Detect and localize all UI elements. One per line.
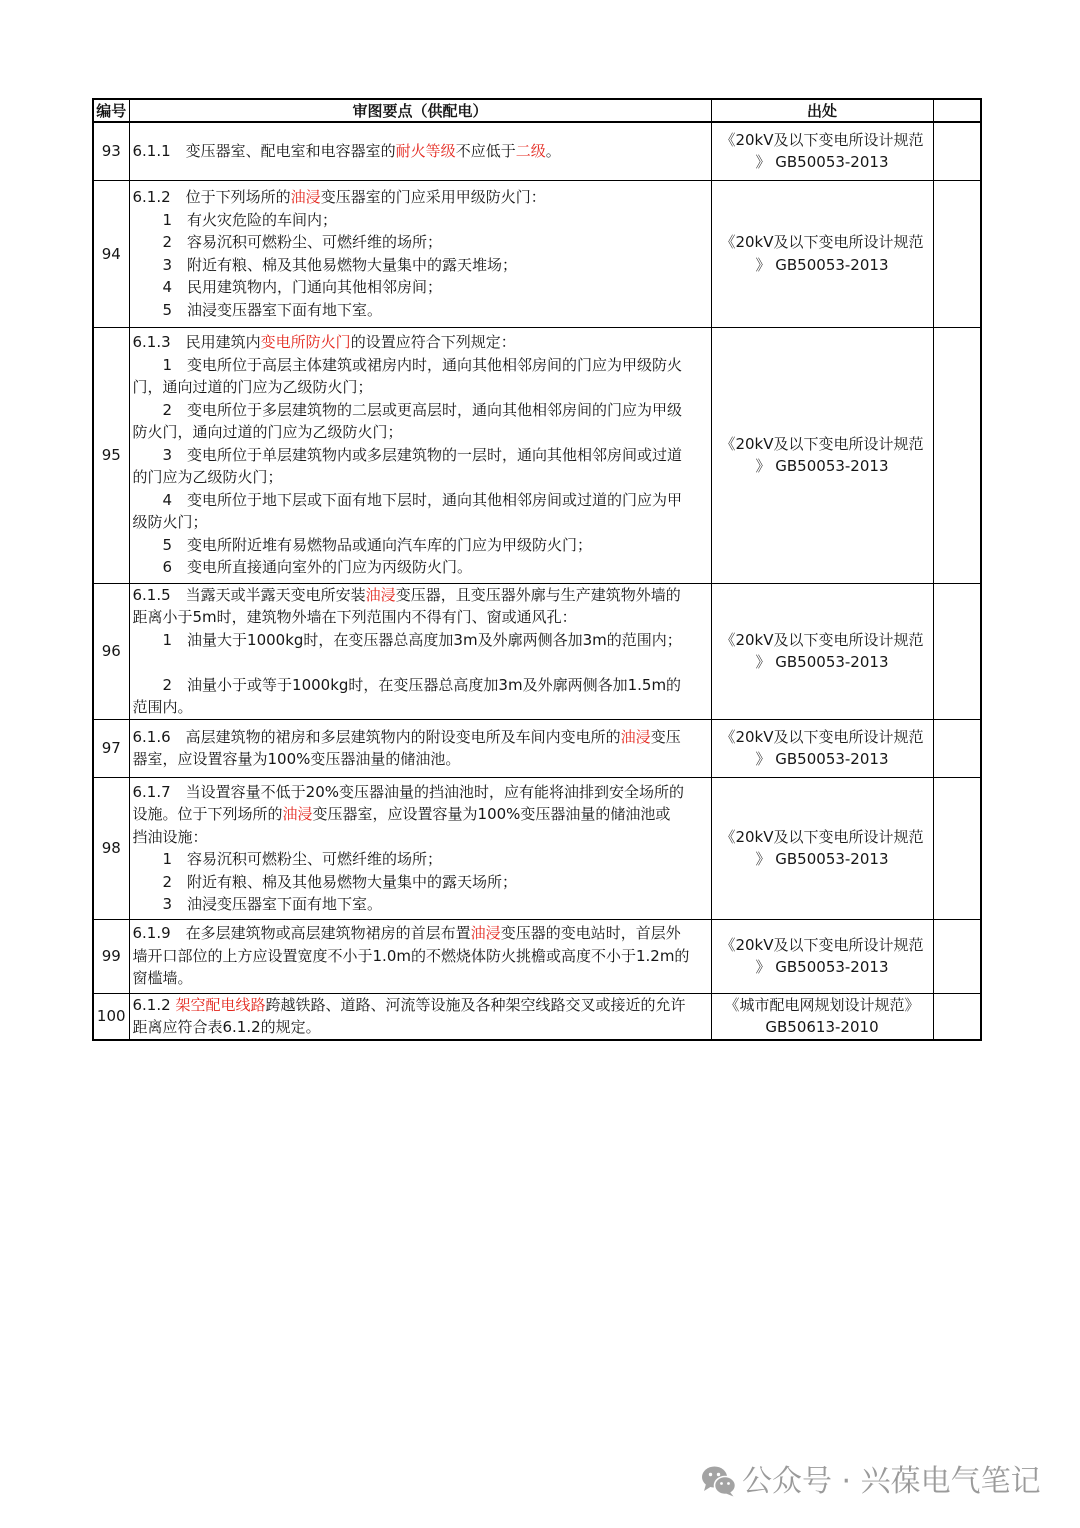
source-line: 》 GB50053-2013 [755,958,889,976]
row-number: 93 [93,122,129,180]
review-point-cell [129,180,711,327]
source-line: 》 GB50053-2013 [755,653,889,671]
review-point-line [133,354,709,377]
text-segment: 2 油量小于或等于1000kg时，在变压器总高度加3m及外廓两侧各加1.5m的 [132,675,682,694]
blank-cell [933,180,981,327]
source-cell [711,122,933,180]
text-segment: 不应低于 [455,142,516,160]
review-point-line [133,606,709,629]
review-point-line [133,209,709,232]
review-point-line [133,726,709,749]
review-point-cell [129,327,711,583]
text-segment: 1 变电所位于高层主体建筑或裙房内时，通向其他相邻房间的门应为甲级防火 [132,355,683,374]
table-body [93,122,981,1040]
source-line: 《20kV及以下变电所设计规范 [720,727,924,746]
text-segment: 6.1.2 位于下列场所的 [132,188,291,206]
review-point-line [133,629,709,652]
review-point-line [133,254,709,277]
blank-cell [933,122,981,180]
review-point-line [133,231,709,254]
source-line: 》 GB50053-2013 [755,850,889,868]
text-segment: 6.1.6 高层建筑物的裙房和多层建筑物内的附设变电所及车间内变电所的 [132,727,621,746]
text-segment: 6 变电所直接通向室外的门应为丙级防火门。 [132,558,473,577]
review-point-line [133,848,709,871]
highlight-keyword: 油浸 [282,805,313,823]
text-segment: 6.1.9 在多层建筑物或高层建筑物裙房的首层布置 [132,924,471,943]
blank-cell [933,327,981,583]
text-segment: 5 油浸变压器室下面有地下室。 [132,300,383,319]
review-point-cell [129,993,711,1040]
text-segment: 1 油量大于1000kg时，在变压器总高度加3m及外廓两侧各加3m的范围内； [132,630,682,649]
row-number: 99 [93,919,129,993]
highlight-keyword: 架空配电线路 [175,995,266,1014]
row-number: 95 [93,327,129,583]
text-segment: 挡油设施： [132,827,208,846]
text-segment: 6.1.3 民用建筑内 [132,333,261,352]
source-line: 《城市配电网规划设计规范》 [724,995,920,1014]
review-point-line [133,556,709,579]
header-number: 编号 [93,99,129,122]
text-segment: 3 附近有粮、棉及其他易燃物大量集中的露天堆场； [132,255,518,274]
text-segment: 。 [545,142,561,160]
source-line: 》 GB50053-2013 [755,750,889,768]
text-segment: 设施。位于下列场所的 [132,805,283,823]
text-segment: 变压器室，应设置容量为100%变压器油量的储油池或 [312,805,671,823]
table-row [93,327,981,583]
source-line: 》 GB50053-2013 [755,255,889,274]
highlight-keyword: 二级 [515,142,546,160]
highlight-keyword: 变电所防火门 [260,333,351,352]
review-point-line [133,140,709,163]
review-point-line [133,781,709,804]
review-point-cell [129,919,711,993]
review-point-line [133,826,709,849]
text-segment: 2 容易沉积可燃粉尘、可燃纤维的场所； [132,233,443,251]
review-point-cell [129,777,711,919]
review-point-cell [129,719,711,777]
review-point-line [133,871,709,894]
source-cell [711,180,933,327]
text-segment: 6.1.5 当露天或半露天变电所安装 [132,585,366,604]
text-segment: 距离应符合表6.1.2的规定。 [132,1018,321,1037]
review-point-line [133,444,709,467]
review-point-line [133,399,709,422]
source-line: 》 GB50053-2013 [755,457,889,475]
row-number: 98 [93,777,129,919]
text-segment: 3 油浸变压器室下面有地下室。 [132,895,383,913]
review-point-line [133,922,709,945]
row-number: 94 [93,180,129,327]
highlight-keyword: 耐火等级 [395,142,456,160]
text-segment: 1 有火灾危险的车间内； [132,210,338,229]
review-points-table [92,98,982,1041]
text-segment: 6.1.2 [132,995,176,1014]
highlight-keyword: 油浸 [620,727,651,746]
table-row [93,993,981,1040]
text-segment: 2 变电所位于多层建筑物的二层或更高层时，通向其他相邻房间的门应为甲级 [132,400,683,419]
blank-cell [933,719,981,777]
source-line: 》 GB50053-2013 [755,153,889,172]
source-line: 《20kV及以下变电所设计规范 [720,630,924,649]
table-row [93,583,981,719]
text-segment: 器室，应设置容量为100%变压器油量的储油池。 [132,750,461,768]
table-row [93,777,981,919]
text-segment: 6.1.7 当设置容量不低于20%变压器油量的挡油池时，应有能将油排到安全场所的 [132,782,685,801]
text-segment: 2 附近有粮、棉及其他易燃物大量集中的露天场所； [132,872,518,891]
review-point-line [133,376,709,399]
review-point-line [133,421,709,444]
row-number: 96 [93,583,129,719]
header-source: 出处 [711,99,933,122]
text-segment: 的门应为乙级防火门； [132,468,283,487]
wechat-icon [701,1465,737,1498]
source-cell [711,919,933,993]
review-point-line [133,803,709,826]
source-cell [711,327,933,583]
review-point-line [133,1016,709,1039]
header-row [93,99,981,122]
source-cell [711,583,933,719]
review-point-line [133,674,709,697]
review-point-line [133,967,709,990]
text-segment: 4 民用建筑物内，门通向其他相邻房间； [132,278,443,296]
review-point-line [133,299,709,322]
text-segment: 范围内。 [132,698,193,716]
review-point-line [133,489,709,512]
blank-cell [933,777,981,919]
review-point-line [133,511,709,534]
highlight-keyword: 油浸 [290,188,321,206]
header-review-points: 审图要点（供配电） [129,99,711,122]
source-line: 《20kV及以下变电所设计规范 [720,130,924,149]
review-point-line [133,466,709,489]
text-segment: 窗槛墙。 [132,969,193,988]
review-point-cell [129,583,711,719]
source-cell [711,777,933,919]
table-header [93,99,981,122]
review-point-line [133,651,709,674]
table-row [93,919,981,993]
source-line: 《20kV及以下变电所设计规范 [720,233,924,251]
text-segment: 变压 [650,727,681,746]
review-point-line [133,893,709,916]
review-point-line [133,584,709,607]
table-row [93,122,981,180]
review-point-line [133,994,709,1017]
review-point-line [133,945,709,968]
source-cell [711,719,933,777]
header-blank-cell [933,99,981,122]
text-segment: 5 变电所附近堆有易燃物品或通向汽车库的门应为甲级防火门； [132,535,593,554]
review-point-line [133,331,709,354]
table-row [93,719,981,777]
source-line: 《20kV及以下变电所设计规范 [720,935,924,954]
blank-cell [933,583,981,719]
text-segment: 1 容易沉积可燃粉尘、可燃纤维的场所； [132,850,443,868]
highlight-keyword: 油浸 [365,585,396,604]
text-segment: 的设置应符合下列规定： [350,333,516,352]
text-segment: 门，通向过道的门应为乙级防火门； [132,378,373,397]
review-point-cell [129,122,711,180]
text-segment: 距离小于5m时，建筑物外墙在下列范围内不得有门、窗或通风孔： [132,608,577,626]
source-line: GB50613-2010 [765,1018,879,1037]
source-line: 《20kV及以下变电所设计规范 [720,827,924,846]
table-row [93,180,981,327]
text-segment: 跨越铁路、道路、河流等设施及各种架空线路交叉或接近的允许 [265,995,686,1014]
highlight-keyword: 油浸 [470,924,501,943]
source-line: 《20kV及以下变电所设计规范 [720,434,924,453]
row-number: 97 [93,719,129,777]
text-segment: 6.1.1 变压器室、配电室和电容器室的 [132,142,396,160]
review-point-line [133,276,709,299]
review-point-line [133,534,709,557]
source-cell [711,993,933,1040]
row-number: 100 [93,993,129,1040]
text-segment: 变压器室的门应采用甲级防火门： [320,188,546,206]
review-point-line [133,186,709,209]
text-segment: 3 变电所位于单层建筑物内或多层建筑物的一层时，通向其他相邻房间或过道 [132,445,683,464]
text-segment: 防火门，通向过道的门应为乙级防火门； [132,423,403,442]
text-segment: 变压器，且变压器外廓与生产建筑物外墙的 [395,585,681,604]
text-segment: 墙开口部位的上方应设置宽度不小于1.0m的不燃烧体防火挑檐或高度不小于1.2m的 [132,946,690,965]
review-point-line [133,696,709,719]
text-segment: 级防火门； [132,513,208,532]
text-segment: 变压器的变电站时，首层外 [500,924,681,943]
text-segment: 4 变电所位于地下层或下面有地下层时，通向其他相邻房间或过道的门应为甲 [132,490,683,509]
blank-cell [933,993,981,1040]
watermark-label: 公众号 · 兴葆电气笔记 [742,1464,1041,1499]
blank-cell [933,919,981,993]
review-point-line [133,748,709,771]
